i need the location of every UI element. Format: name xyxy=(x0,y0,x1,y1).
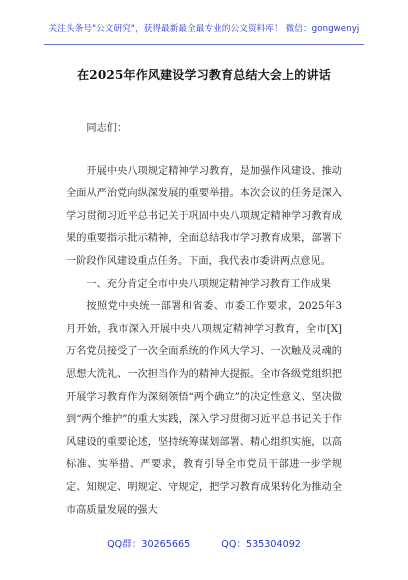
footer-contacts xyxy=(0,536,408,550)
document-title: 在2025年作风建设学习教育总结大会上的讲话 xyxy=(77,68,331,82)
paragraph-section-1: 按照党中央统一部署和省委、市委工作要求，2025年3月开始，我市深入开展中央八项规定精神学习教育，全市[X]万名党员接受了一次全面系统的作风大学习、一次触及灵魂的思想大洗礼、一次担当作为的精神大提振。全市各级党组织把开展学习教育作为深刻领悟“两个确立”的决定性意义、坚决做到“两个维护”的重大实践，深入学习贯彻习近平总书记关于作风建设的重要论述，坚持统筹谋划部署、精心组织实施，以高标准、实举措、严要求，教育引导全市党员干部进一步学规定、知规定、明规定、守规定，把学习教育成果转化为推动全市高质量发展的强大 xyxy=(66,301,342,516)
salutation: 同志们： xyxy=(86,123,128,134)
document-body xyxy=(66,118,342,522)
header-notice: 关注头条号"公文研究"，获得最新最全最专业的公文资料库！ 微信：gongwenyj xyxy=(48,24,360,34)
section-heading-1: 一、充分肯定全市中央八项规定精神学习教育工作成果 xyxy=(86,278,331,290)
header-divider xyxy=(44,44,364,45)
paragraph-intro: 开展中央八项规定精神学习教育，是加强作风建设、推动全面从严治党向纵深发展的重要举措。本次会议的任务是深入学习贯彻习近平总书记关于巩固中央八项规定精神学习教育成果的重要指示批示精神，全面总结我市学习教育成果，部署下一阶段作风建设重点任务。下面，我代表市委讲两点意见。 xyxy=(66,165,342,267)
footer-qq: QQ：535304092 xyxy=(221,539,301,550)
footer-qq-group: QQ群：30265665 xyxy=(107,539,191,550)
